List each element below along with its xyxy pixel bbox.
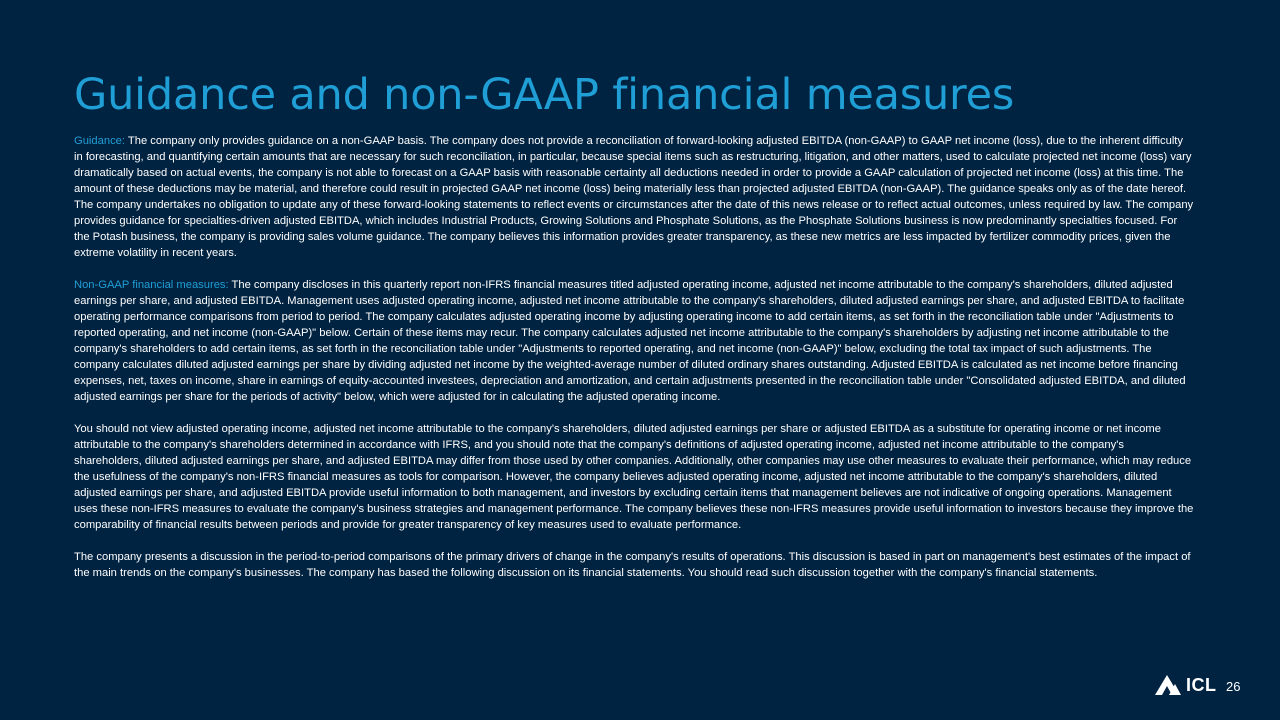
paragraph-guidance bbox=[74, 133, 1194, 261]
page-title: Guidance and non-GAAP financial measures bbox=[74, 70, 1015, 120]
paragraph-text: The company discloses in this quarterly report non-IFRS financial measures titled adjusted operating income, adjusted net income attributable to the company's shareholders, diluted adjusted earnings per share, and adjusted EBITDA. Management uses adjusted operating income, adjusted net income attributable to the company's shareholders, diluted adjusted earnings per share, and adjusted EBITDA to facilitate operating performance comparisons from period to period. The company calculates adjusted operating income by adjusting operating income to add certain items, as set forth in the reconciliation table under "Adjustments to reported operating, and net income (non-GAAP)" below. Certain of these items may recur. The company calculates adjusted net income attributable to the company's shareholders by adjusting net income attributable to the company's shareholders to add certain items, as set forth in the reconciliation table under "Adjustments to reported operating, and net income (non-GAAP)" below, excluding the total tax impact of such adjustments. The company calculates diluted adjusted earnings per share by dividing adjusted net income by the weighted-average number of diluted ordinary shares outstanding. Adjusted EBITDA is calculated as net income before financing expenses, net, taxes on income, share in earnings of equity-accounted investees, depreciation and amortization, and certain adjustments presented in the reconciliation table under "Consolidated adjusted EBITDA, and diluted adjusted earnings per share for the periods of activity" below, which were adjusted for in calculating the adjusted operating income. bbox=[74, 279, 1186, 403]
paragraph-lead: Guidance: bbox=[74, 135, 125, 147]
paragraph-text: The company only provides guidance on a non-GAAP basis. The company does not provide a reconciliation of forward-looking adjusted EBITDA (non-GAAP) to GAAP net income (loss), due to the inherent difficulty in forecasting, and quantifying certain amounts that are necessary for such reconciliation, in particular, because special items such as restructuring, litigation, and other matters, used to calculate projected net income (loss) vary dramatically based on actual events, the company is not able to forecast on a GAAP basis with reasonable certainty all deductions needed in order to provide a GAAP calculation of projected net income (loss) at this time. The amount of these deductions may be material, and therefore could result in projected GAAP net income (loss) being materially less than projected adjusted EBITDA (non-GAAP). The guidance speaks only as of the date hereof. The company undertakes no obligation to update any of these forward-looking statements to reflect events or circumstances after the date of this news release or to reflect actual outcomes, unless required by law. The company provides guidance for specialties-driven adjusted EBITDA, which includes Industrial Products, Growing Solutions and Phosphate Solutions, as the Phosphate Solutions business is now predominantly specialties focused. For the Potash business, the company is providing sales volume guidance. The company believes this information provides greater transparency, as these new metrics are less impacted by fertilizer commodity prices, given the extreme volatility in recent years. bbox=[74, 135, 1194, 259]
slide-body bbox=[74, 133, 1194, 597]
paragraph-text: You should not view adjusted operating income, adjusted net income attributable to the company's shareholders, diluted adjusted earnings per share or adjusted EBITDA as a substitute for operating income or net income attributable to the company's shareholders determined in accordance with IFRS, and you should note that the company's definitions of adjusted operating income, adjusted net income attributable to the company's shareholders, diluted adjusted earnings per share, and adjusted EBITDA may differ from those used by other companies. Additionally, other companies may use other measures to evaluate their performance, which may reduce the usefulness of the company's non-IFRS financial measures as tools for comparison. However, the company believes adjusted operating income, adjusted net income attributable to the company's shareholders, diluted adjusted earnings per share, and adjusted EBITDA provide useful information to both management, and investors by excluding certain items that management believes are not indicative of ongoing operations. Management uses these non-IFRS measures to evaluate the company's business strategies and management performance. The company believes these non-IFRS measures provide useful information to investors because they improve the comparability of financial results between periods and provide for greater transparency of key measures used to evaluate performance. bbox=[74, 423, 1194, 531]
paragraph-text: The company presents a discussion in the period-to-period comparisons of the primary drivers of change in the company's results of operations. This discussion is based in part on management's best estimates of the impact of the main trends on the company's businesses. The company has based the following discussion on its financial statements. You should read such discussion together with the company's financial statements. bbox=[74, 551, 1191, 579]
paragraph-discussion bbox=[74, 549, 1194, 581]
paragraph-lead: Non-GAAP financial measures: bbox=[74, 279, 229, 291]
paragraph-non-gaap bbox=[74, 277, 1194, 405]
page-number: 26 bbox=[1226, 679, 1241, 694]
logo-text: ICL bbox=[1186, 674, 1217, 695]
icl-triangle-icon bbox=[1155, 675, 1185, 695]
paragraph-usage-caveat bbox=[74, 421, 1194, 533]
icl-logo bbox=[1155, 673, 1217, 697]
